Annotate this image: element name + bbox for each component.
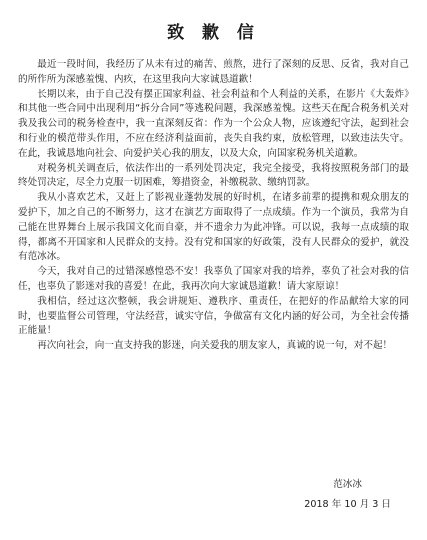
letter-paragraph: 今天，我对自己的过错深感惶恐不安！我辜负了国家对我的培养，辜负了社会对我的信任，也辜负了影迷对我的喜爱！在此，我再次向大家诚恳道歉！请大家原谅！ — [18, 266, 409, 292]
letter-paragraph: 我相信，经过这次整顿，我会讲规矩、遵秩序、重责任，在把好的作品献给大家的同时，也要监督公司管理，守法经营，诚实守信，争做富有文化内涵的好公司，为全社会传播正能量！ — [18, 295, 409, 337]
letter-title: 致 歉 信 — [167, 23, 260, 43]
signature-block — [304, 478, 391, 513]
letter-paragraph: 我从小喜欢艺术，又赶上了影视业蓬勃发展的好时机，在诸多前辈的提携和观众朋友的爱护下，加之自己的不断努力，这才在演艺方面取得了一点成绩。作为一个演员，我常为自己能在世界舞台上展示我国文化而自豪，并不遗余力为此冲锋。可以说，我每一点成绩的取得，都离不开国家和人民群众的支持。没有党和国家的好政策，没有人民群众的爱护，就没有范冰冰。 — [18, 192, 409, 263]
letter-body — [18, 58, 409, 354]
signature-date: 2018 年 10 月 3 日 — [304, 498, 391, 510]
letter-paragraph: 对税务机关调查后，依法作出的一系列处罚决定，我完全接受，我将按照税务部门的最终处罚决定，尽全力克服一切困难，筹措资金，补缴税款、缴纳罚款。 — [18, 162, 409, 189]
letter-paragraph: 长期以来，由于自己没有摆正国家利益、社会利益和个人利益的关系，在影片《大轰炸》和其他一些合同中出现利用“拆分合同”等逃税问题，我深感羞愧。这些天在配合税务机关对我及我公司的税务检查中，我一直深刻反省：作为一个公众人物，应该遵纪守法，起到社会和行业的模范带头作用，不应在经济利益面前，丧失自我约束，放松管理，以致违法失守。在此，我诚恳地向社会、向爱护关心我的朋友，以及大众，向国家税务机关道歉。 — [18, 88, 409, 159]
signature-name: 范冰冰 — [333, 479, 362, 490]
letter-paragraph: 最近一段时间，我经历了从未有过的痛苦、煎熬，进行了深刻的反思、反省，我对自己的所作所为深感羞愧、内疚，在这里我向大家诚恳道歉！ — [18, 59, 409, 85]
letter-paragraph: 再次向社会，向一直支持我的影迷，向关爱我的朋友家人，真诚的说一句，对不起！ — [37, 340, 393, 352]
